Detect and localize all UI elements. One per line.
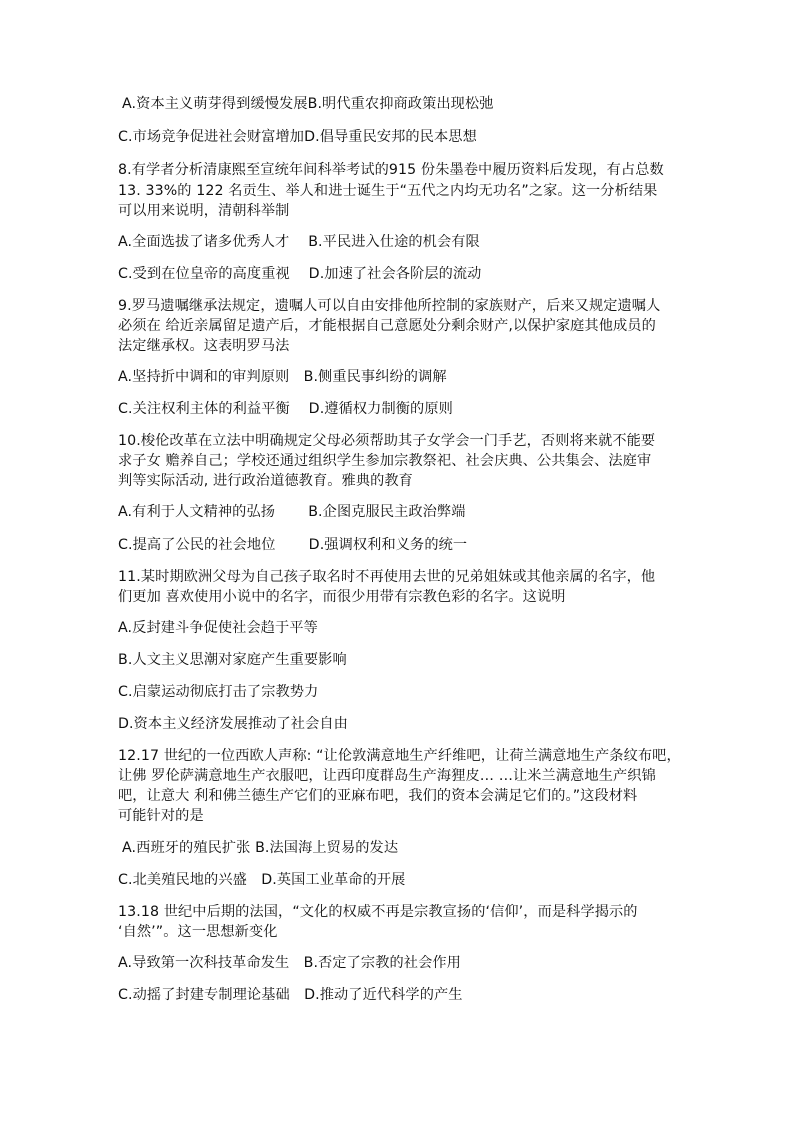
q10-stem-line-3: 判等实际活动, 进行政治道德教育。雅典的教育	[118, 473, 413, 489]
q12-stem-line-4: 可能针对的是	[118, 808, 204, 824]
q9-options-cd: C.关注权利主体的利益平衡 D.遵循权力制衡的原则	[118, 401, 453, 417]
q8-stem-line-1: 8.有学者分析清康熙至宣统年间科举考试的915 份朱墨卷中履历资料后发现，有占总数	[118, 162, 664, 178]
q11-option-a: A.反封建斗争促使社会趋于平等	[118, 620, 318, 636]
q13-options-cd: C.动摇了封建专制理论基础 D.推动了近代科学的产生	[118, 987, 463, 1003]
q9-stem-line-3: 法定继承权。这表明罗马法	[118, 338, 290, 354]
q7-options-cd: C.市场竞争促进社会财富增加D.倡导重民安邦的民本思想	[118, 129, 477, 145]
q12-stem-line-3: 吧，让意大 利和佛兰德生产它们的亚麻布吧，我们的资本会满足它们的。”这段材料	[118, 788, 638, 804]
q10-options-cd: C.提高了公民的社会地位 D.强调权利和义务的统一	[118, 537, 468, 553]
q9-stem-line-2: 必须在 给近亲属留足遗产后，才能根据自己意愿处分剩余财产,以保护家庭其他成员的	[118, 318, 656, 334]
q11-option-b: B.人文主义思潮对家庭产生重要影响	[118, 652, 347, 668]
q10-options-ab: A.有利于人文精神的弘扬 B.企图克服民主政治弊端	[118, 504, 466, 520]
q12-stem-line-1: 12.17 世纪的一位西欧人声称: “让伦敦满意地生产纤维吧，让荷兰满意地生产条纹布吧，	[118, 748, 681, 764]
q10-stem-line-2: 求子女 赡养自己；学校还通过组织学生参加宗教祭祀、社会庆典、公共集会、法庭审	[118, 453, 652, 469]
q7-options-ab: A.资本主义萌芽得到缓慢发展B.明代重农抑商政策出现松弛	[122, 96, 494, 112]
q8-options-ab: A.全面选拔了诸多优秀人才 B.平民进入仕途的机会有限	[118, 234, 480, 250]
q13-options-ab: A.导致第一次科技革命发生 B.否定了宗教的社会作用	[118, 955, 461, 971]
q8-stem-line-2: 13. 33%的 122 名贡生、举人和进士诞生于“五代之内均无功名”之家。这一分析结果	[118, 183, 658, 199]
q10-stem-line-1: 10.梭伦改革在立法中明确规定父母必须帮助其子女学会一门手艺，否则将来就不能要	[118, 433, 656, 449]
q11-option-c: C.启蒙运动彻底打击了宗教势力	[118, 684, 319, 700]
q13-stem-line-2: ‘自然’”。这一思想新变化	[118, 924, 278, 940]
q13-stem-line-1: 13.18 世纪中后期的法国，“文化的权威不再是宗教宣扬的‘信仰’，而是科学揭示的	[118, 904, 638, 920]
q9-stem-line-1: 9.罗马遗嘱继承法规定，遗嘱人可以自由安排他所控制的家族财产，后来又规定遗嘱人	[118, 298, 661, 314]
q12-options-ab: A.西班牙的殖民扩张 B.法国海上贸易的发达	[122, 840, 399, 856]
q11-stem-line-1: 11.某时期欧洲父母为自己孩子取名时不再使用去世的兄弟姐妹或其他亲属的名字，他	[118, 569, 656, 585]
q11-stem-line-2: 们更加 喜欢使用小说中的名字，而很少用带有宗教色彩的名字。这说明	[118, 589, 566, 605]
q9-options-ab: A.坚持折中调和的审判原则 B.侧重民事纠纷的调解	[118, 369, 447, 385]
q11-option-d: D.资本主义经济发展推动了社会自由	[118, 716, 348, 732]
q12-stem-line-2: 让佛 罗伦萨满意地生产衣服吧，让西印度群岛生产海狸皮… …让米兰满意地生产织锦	[118, 768, 656, 784]
q12-options-cd: C.北美殖民地的兴盛 D.英国工业革命的开展	[118, 872, 406, 888]
q8-stem-line-3: 可以用来说明，清朝科举制	[118, 203, 290, 219]
q8-options-cd: C.受到在位皇帝的高度重视 D.加速了社会各阶层的流动	[118, 266, 482, 282]
